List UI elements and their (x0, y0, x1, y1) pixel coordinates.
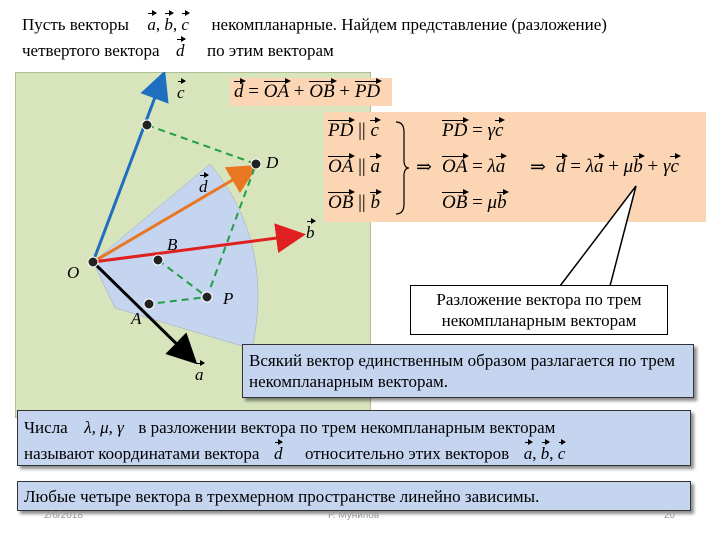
point-marker (142, 120, 152, 130)
vector-label: c (670, 156, 679, 177)
coords-text: в разложении вектора по трем некомпланарным векторам (138, 418, 556, 437)
label-D: D (266, 153, 279, 172)
coefficient: γ (662, 156, 671, 177)
vector-b-label: b (540, 444, 550, 463)
segment-label: OB (328, 192, 354, 213)
formula-sign: + (339, 81, 351, 102)
decomposition-formula (556, 156, 679, 178)
label-a: a (195, 365, 204, 384)
equals-sign: = (472, 192, 483, 213)
equals-sign: = (472, 156, 483, 177)
header-line-2 (22, 40, 334, 61)
header-line-1: Пусть векторы a, b, c некомпланарные. Найдем представление (разложение) (22, 15, 607, 34)
coefficient: μ (623, 156, 634, 177)
point-B (153, 255, 163, 265)
callout-text: Разложение вектора по трем некомпланарным векторам (436, 290, 642, 330)
statement-text: Всякий вектор единственным образом разлагается по трем некомпланарным векторам. (249, 351, 675, 391)
vector-label: a (593, 156, 604, 177)
coordinates-box (17, 410, 691, 466)
parallel-sign: || (358, 120, 366, 141)
vector-label: b (497, 192, 507, 213)
vector-c-label: c (181, 15, 189, 34)
coords-line-1 (24, 417, 555, 438)
plus-sign: + (647, 156, 659, 177)
label-b: b (306, 223, 315, 242)
label-B: B (167, 235, 178, 254)
vector-a-label: a (523, 444, 533, 463)
vector-d-label: d (176, 41, 185, 60)
point-O (88, 257, 98, 267)
parallel-sign: || (358, 156, 366, 177)
coords-greek: λ, μ, γ (84, 418, 124, 437)
coefficient: μ (487, 192, 498, 213)
formula-term: OB (309, 81, 335, 102)
footer-page: 20 (664, 510, 676, 521)
coefficient: λ (487, 156, 496, 177)
formula-term: PD (354, 81, 381, 102)
equals-sign: = (472, 120, 483, 141)
segment-label: PD (442, 120, 468, 141)
footer-date: 2/6/2018 (44, 510, 83, 521)
label-O: O (67, 263, 80, 282)
label-P: P (223, 289, 234, 308)
header-text: некомпланарные. Найдем представление (разложение) (211, 15, 607, 34)
callout-pointer (520, 180, 660, 290)
footer-author: Р. Мунипов (328, 510, 380, 521)
coefficient: γ (487, 120, 496, 141)
vector-label: c (370, 120, 379, 141)
label-c: c (177, 83, 185, 102)
label-A: A (131, 309, 142, 328)
segment-label: OB (442, 192, 468, 213)
parallel-sign: || (358, 192, 366, 213)
implies-icon: ⇒ (416, 157, 432, 178)
formula-sign: + (293, 81, 305, 102)
formula-term: d (234, 81, 244, 102)
bottom-box (17, 481, 691, 511)
segment-label: OA (328, 156, 354, 177)
vector-c-label: c (557, 444, 566, 463)
bottom-text: Любые четыре вектора в трехмерном пространстве линейно зависимы. (24, 487, 540, 506)
implies-icon: ⇒ (530, 157, 546, 178)
vector-label: c (495, 120, 504, 141)
coords-line-2: называют координатами вектора d относительно этих векторов a, b, c (24, 444, 566, 463)
vector-d-label: d (273, 444, 283, 463)
header-text: четвертого вектора (22, 41, 160, 60)
vector-label: d (556, 156, 566, 177)
callout-box (410, 285, 668, 335)
formula-top-box (230, 78, 392, 106)
label-d-vector: d (199, 177, 208, 196)
vector-label: b (633, 156, 643, 177)
statement-box (242, 344, 694, 398)
coords-text: называют координатами вектора (24, 444, 260, 463)
point-D (251, 159, 261, 169)
vector-label: a (495, 156, 506, 177)
header-text: Пусть векторы (22, 15, 129, 34)
coords-text: Числа (24, 418, 68, 437)
plus-sign: + (608, 156, 619, 177)
coords-text: относительно этих векторов (304, 444, 510, 463)
header-text: по этим векторам (207, 41, 334, 60)
point-A (144, 299, 154, 309)
coefficient: λ (585, 156, 594, 177)
vector-a-label: a (147, 15, 156, 34)
segment-label: PD (328, 120, 354, 141)
equals-sign: = (570, 156, 581, 177)
vector-label: a (370, 156, 380, 177)
vector-label: b (370, 192, 380, 213)
brace-icon (394, 120, 410, 216)
formula-sign: = (248, 81, 259, 102)
segment-label: OA (442, 156, 468, 177)
vector-b-label: b (164, 15, 173, 34)
formula-term: OA (263, 81, 290, 102)
point-P (202, 292, 212, 302)
